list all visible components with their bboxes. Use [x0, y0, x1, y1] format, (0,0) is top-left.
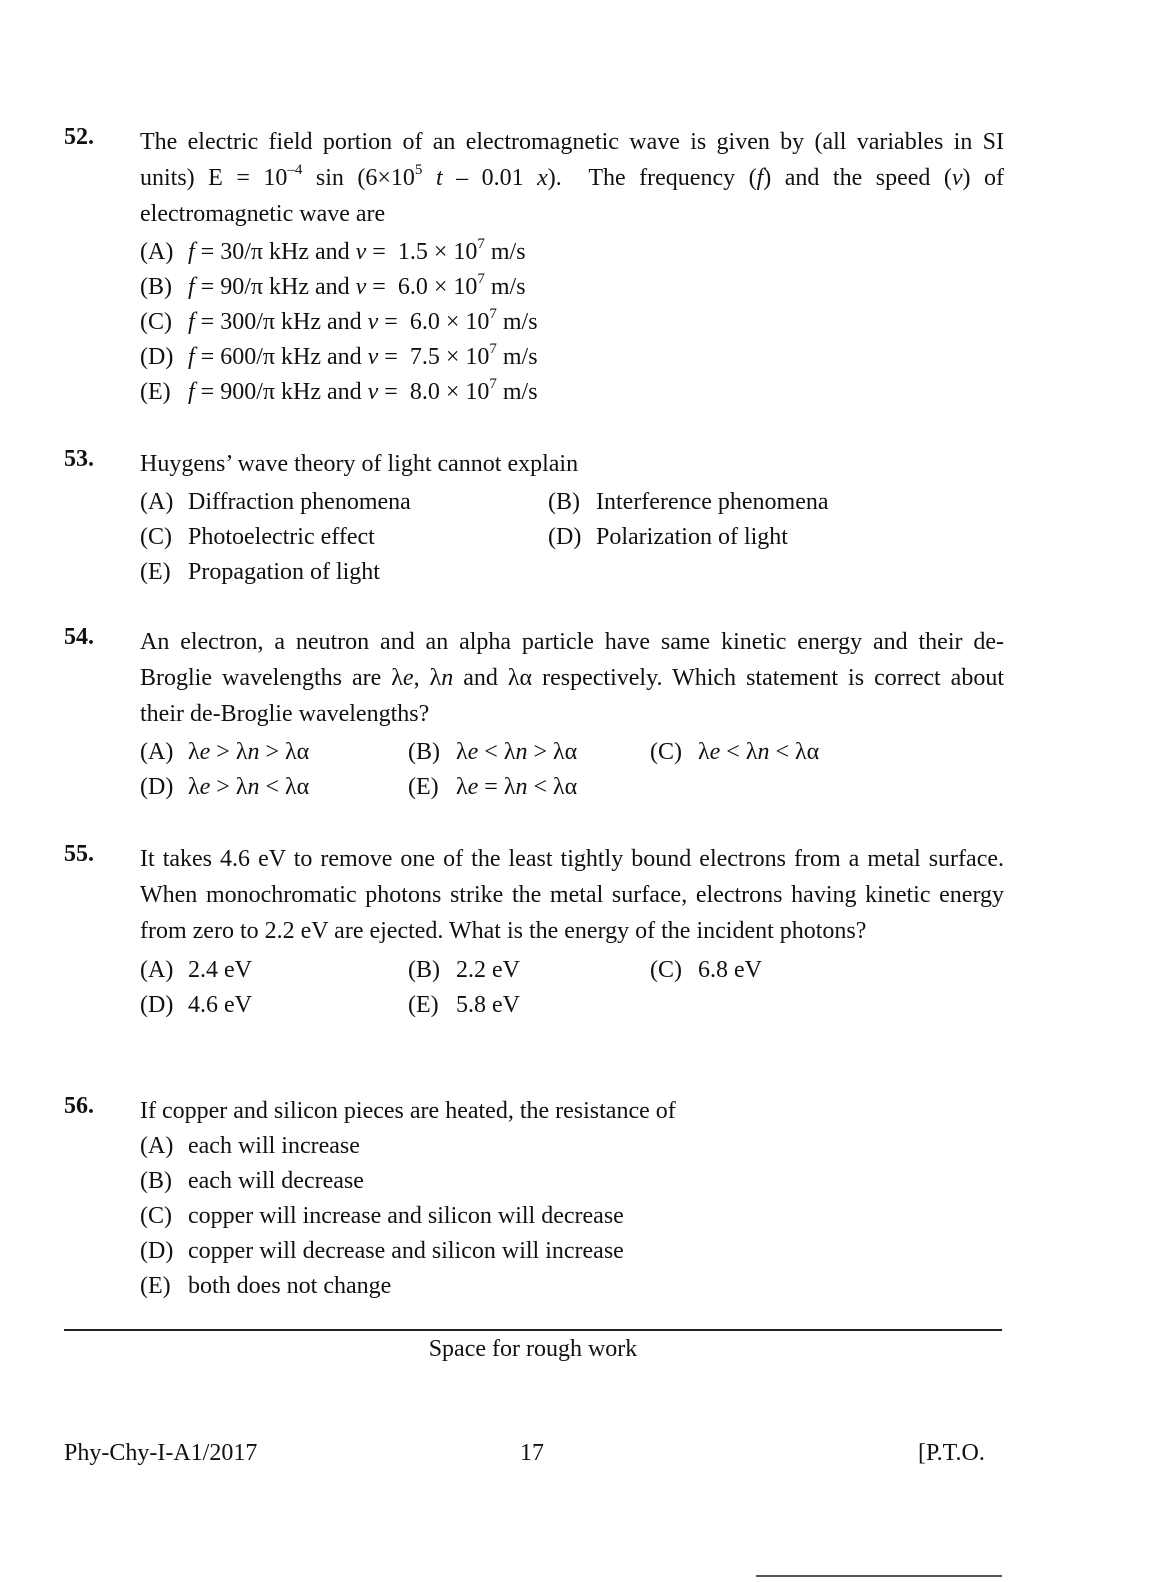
option-list	[140, 1129, 1004, 1304]
option-c: (C) f = 300/π kHz and $v = 6.0 \times 10^7$ m/s	[140, 306, 538, 335]
option-b: (B) λe < λn > λα	[408, 739, 578, 765]
option-list	[140, 735, 1004, 805]
option-d: (D) copper will decrease and silicon will increase	[140, 1238, 624, 1264]
option-e: (E) f = 900/π kHz and $v = 8.0 \times 10^7$ m/s	[140, 376, 538, 405]
question-number: 56.	[64, 1093, 94, 1119]
option-b: (B) 2.2 eV	[408, 957, 520, 983]
option-e: (E) both does not change	[140, 1273, 392, 1299]
option-c: (C) 6.8 eV	[650, 957, 762, 983]
page-number: 17	[520, 1440, 544, 1466]
question-55	[64, 841, 1004, 1023]
option-d: (D) 4.6 eV	[140, 992, 252, 1018]
option-b: (B) each will decrease	[140, 1168, 364, 1194]
option-e: (E) 5.8 eV	[408, 992, 520, 1018]
option-d: (D) Polarization of light	[548, 524, 788, 550]
question-52	[64, 124, 1004, 410]
option-e: (E) Propagation of light	[140, 559, 380, 585]
question-54	[64, 624, 1004, 805]
option-a: (A) each will increase	[140, 1133, 360, 1159]
option-e: (E) λe = λn < λα	[408, 774, 578, 800]
rough-work-label: Space for rough work	[428, 1336, 638, 1362]
question-number: 55.	[64, 841, 94, 867]
rough-work-divider	[64, 1329, 1002, 1331]
question-text: An electron, a neutron and an alpha particle have same kinetic energy and their de-Broglie wavelengths are λe, λn and λα respectively. Which statement is correct about their de-Broglie wavelengths?	[140, 629, 1005, 727]
paper-code: Phy-Chy-I-A1/2017	[64, 1440, 258, 1466]
option-a: (A) f = 30/π kHz and $v = 1.5 \times 10^7$ m/s	[140, 236, 526, 265]
question-number: 52.	[64, 124, 94, 150]
option-b: (B) f = 90/π kHz and $v = 6.0 \times 10^7$ m/s	[140, 271, 526, 300]
option-a: (A) 2.4 eV	[140, 957, 252, 983]
option-d: (D) f = 600/π kHz and $v = 7.5 \times 10^7$ m/s	[140, 341, 538, 370]
question-number: 53.	[64, 446, 94, 472]
question-text: The electric field portion of an electromagnetic wave is given by (all variables in SI units) $E = 10^{-4}$ $\sin (6\times 10^5$ t – 0.01 x). The frequency (f) and the speed (v) of electromagnetic wave are	[140, 129, 1005, 227]
option-list	[140, 953, 1004, 1023]
option-d: (D) λe > λn < λα	[140, 774, 310, 800]
question-text: If copper and silicon pieces are heated, the resistance of	[140, 1098, 676, 1124]
question-53	[64, 446, 1004, 590]
option-list	[140, 235, 1004, 410]
pto-marker: [P.T.O.	[918, 1440, 985, 1466]
question-56	[64, 1093, 1004, 1304]
question-text: It takes 4.6 eV to remove one of the least tightly bound electrons from a metal surface. When monochromatic photons strike the metal surface, electrons having kinetic energy from zero to 2.2 eV are ejected. What is the energy of the incident photons?	[140, 846, 1004, 944]
option-list	[140, 485, 1004, 590]
scan-edge-line	[756, 1575, 1002, 1577]
option-c: (C) Photoelectric effect	[140, 524, 375, 550]
option-a: (A) Diffraction phenomena	[140, 489, 411, 515]
option-a: (A) λe > λn > λα	[140, 739, 310, 765]
option-c: (C) λe < λn < λα	[650, 739, 820, 765]
question-number: 54.	[64, 624, 94, 650]
option-c: (C) copper will increase and silicon will decrease	[140, 1203, 624, 1229]
question-text: Huygens’ wave theory of light cannot explain	[140, 451, 579, 477]
option-b: (B) Interference phenomena	[548, 489, 829, 515]
